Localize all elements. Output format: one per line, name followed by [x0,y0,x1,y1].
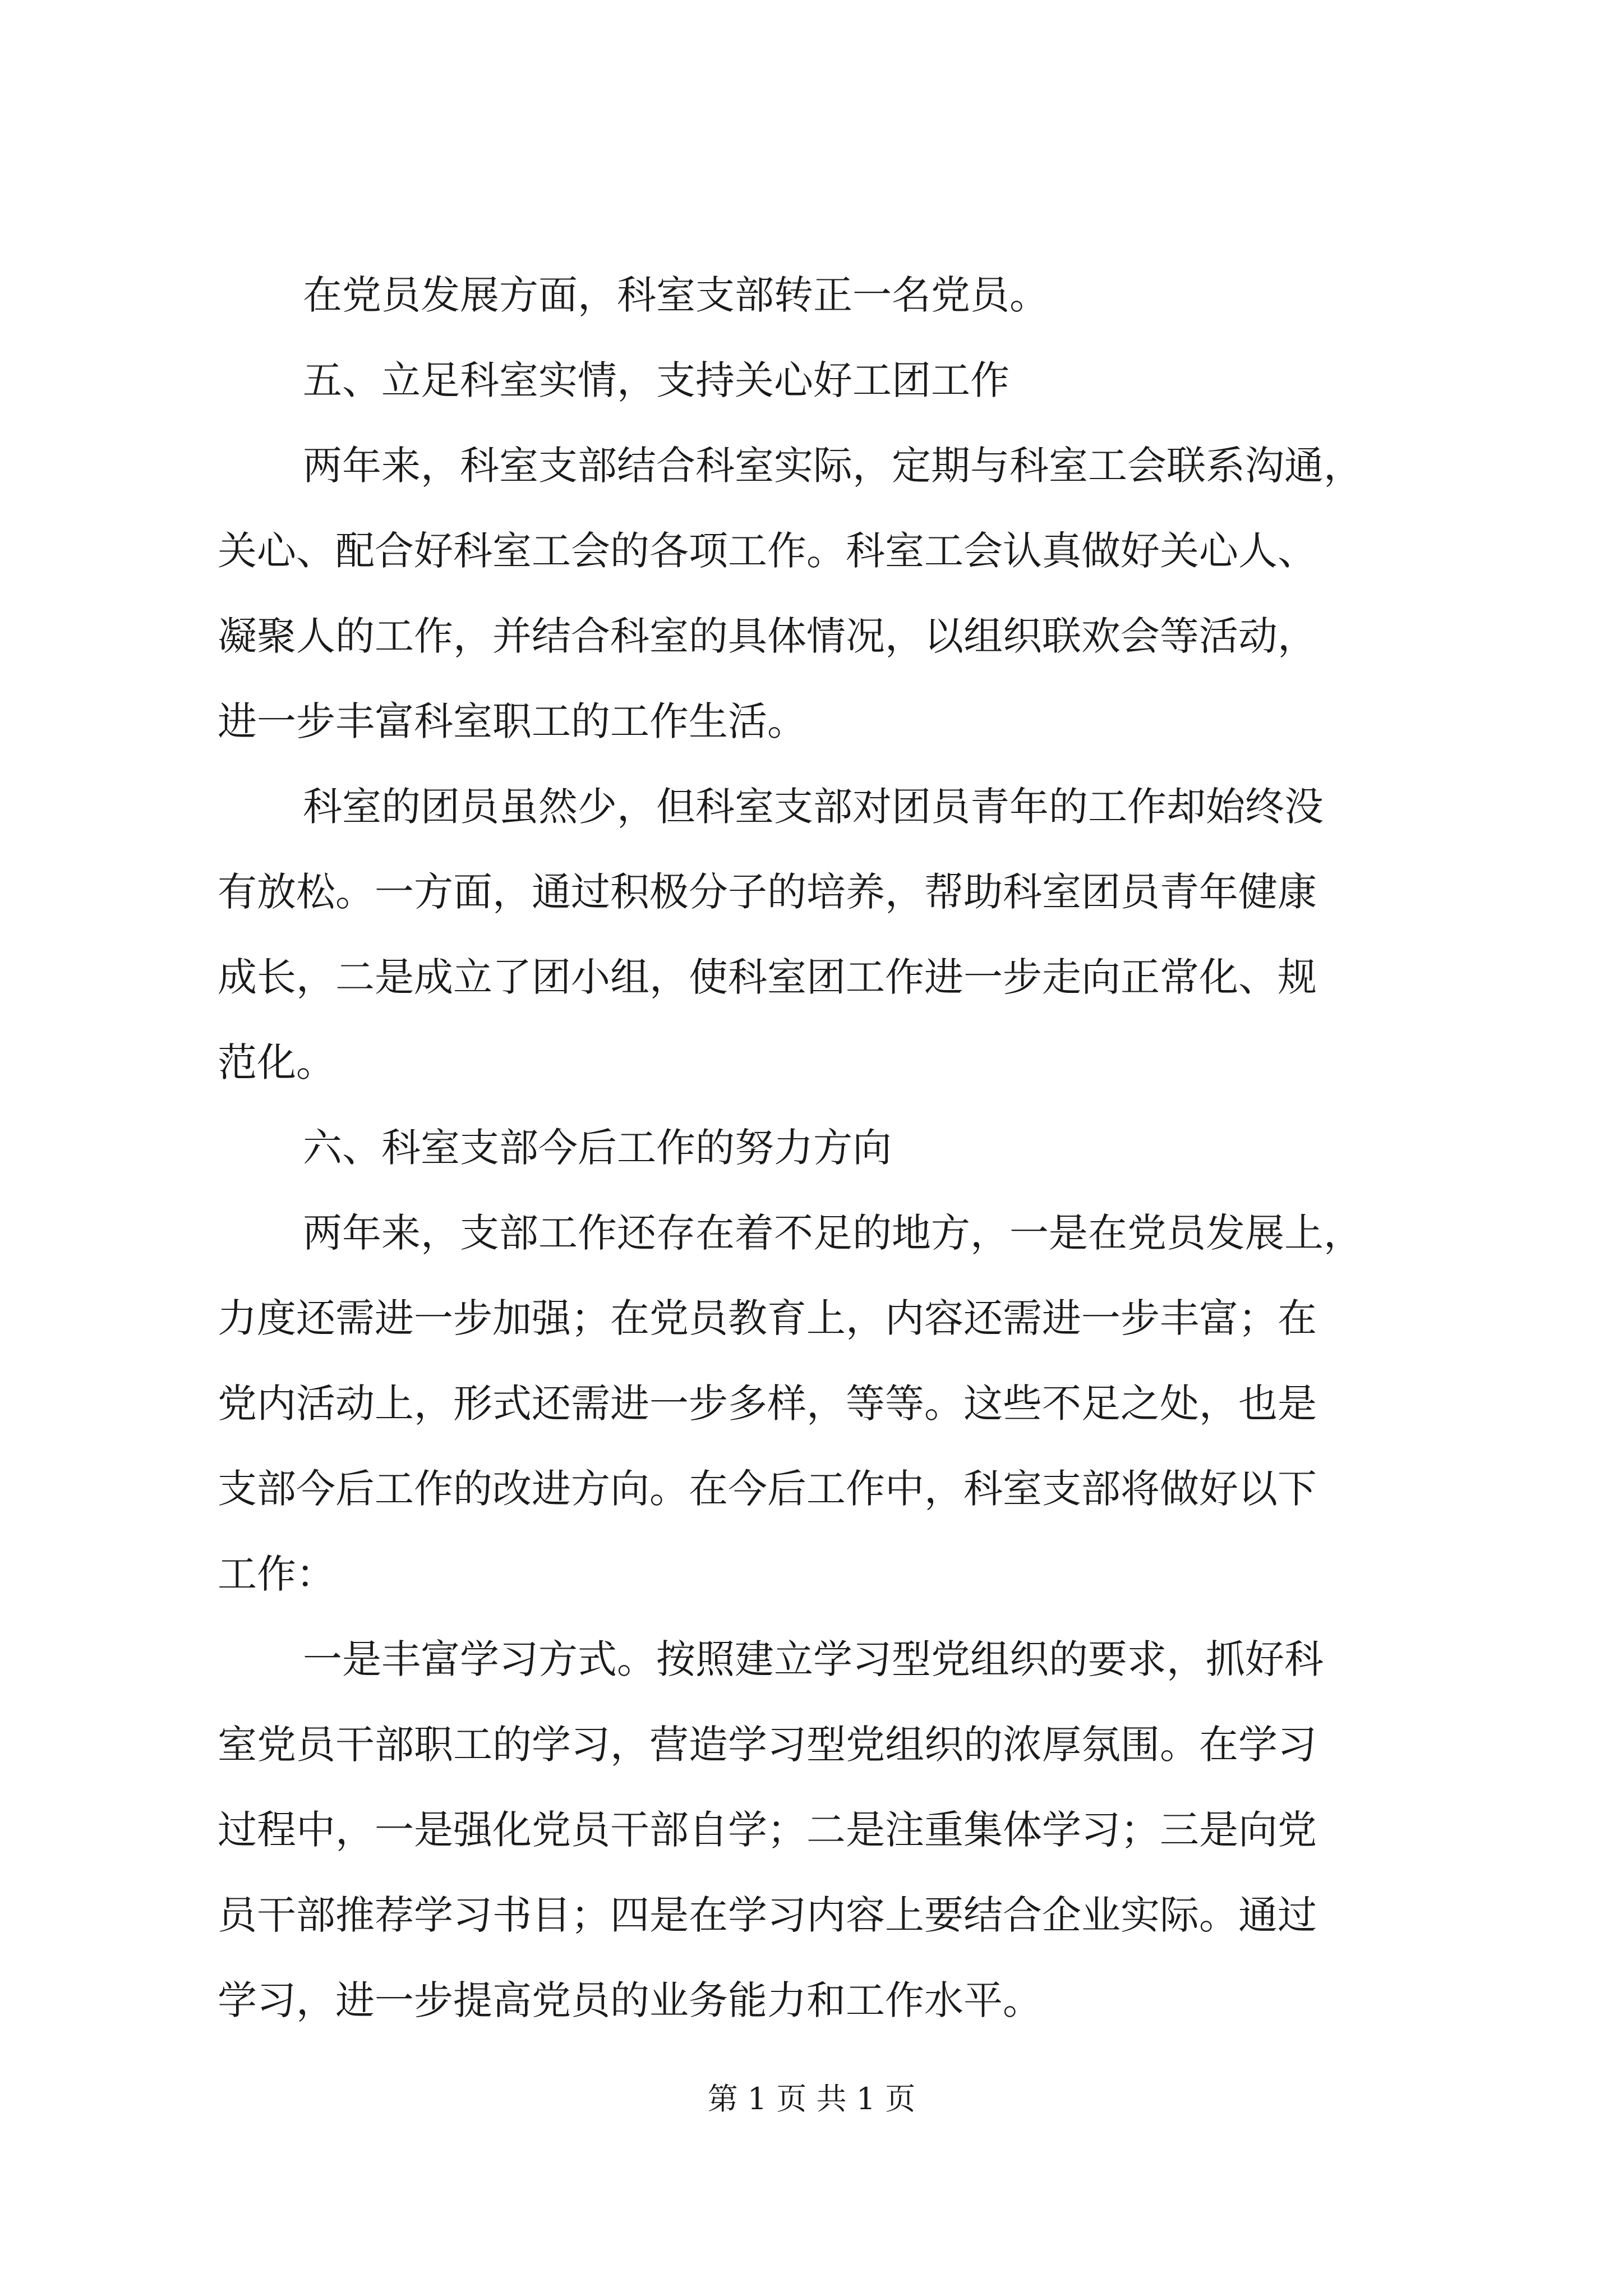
section-heading-5: 五、立足科室实情，支持关心好工团工作 [303,357,1009,403]
paragraph-line: 工作： [218,1551,335,1597]
paragraph-line: 室党员干部职工的学习，营造学习型党组织的浓厚氛围。在学习 [218,1722,1317,1768]
document-body [218,252,1405,2043]
paragraph-line: 两年来，科室支部结合科室实际，定期与科室工会联系沟通， [303,443,1363,489]
paragraph-line: 在党员发展方面，科室支部转正一名党员。 [303,272,1049,318]
paragraph-line: 有放松。一方面，通过积极分子的培养，帮助科室团员青年健康 [218,869,1317,915]
paragraph-line: 力度还需进一步加强；在党员教育上，内容还需进一步丰富；在 [218,1295,1317,1341]
paragraph-line: 关心、配合好科室工会的各项工作。科室工会认真做好关心人、 [218,528,1317,574]
paragraph-line: 员干部推荐学习书目；四是在学习内容上要结合企业实际。通过 [218,1892,1317,1938]
paragraph-line: 一是丰富学习方式。按照建立学习型党组织的要求，抓好科 [303,1636,1324,1682]
page-footer: 第 1 页 共 1 页 [707,2081,916,2116]
paragraph-line: 凝聚人的工作，并结合科室的具体情况，以组织联欢会等活动， [218,613,1317,659]
paragraph-line: 学习，进一步提高党员的业务能力和工作水平。 [218,1977,1042,2023]
paragraph-line: 支部今后工作的改进方向。在今后工作中，科室支部将做好以下 [218,1466,1317,1512]
paragraph-line: 成长，二是成立了团小组，使科室团工作进一步走向正常化、规 [218,954,1317,1000]
paragraph-line: 科室的团员虽然少，但科室支部对团员青年的工作却始终没 [303,784,1324,830]
paragraph-line: 进一步丰富科室职工的工作生活。 [218,698,806,744]
paragraph-line: 两年来，支部工作还存在着不足的地方，一是在党员发展上， [303,1210,1363,1256]
paragraph-line: 过程中，一是强化党员干部自学；二是注重集体学习；三是向党 [218,1807,1317,1853]
paragraph-line: 范化。 [218,1039,335,1085]
section-heading-6: 六、科室支部今后工作的努力方向 [303,1125,892,1171]
paragraph-line: 党内活动上，形式还需进一步多样，等等。这些不足之处，也是 [218,1381,1317,1427]
